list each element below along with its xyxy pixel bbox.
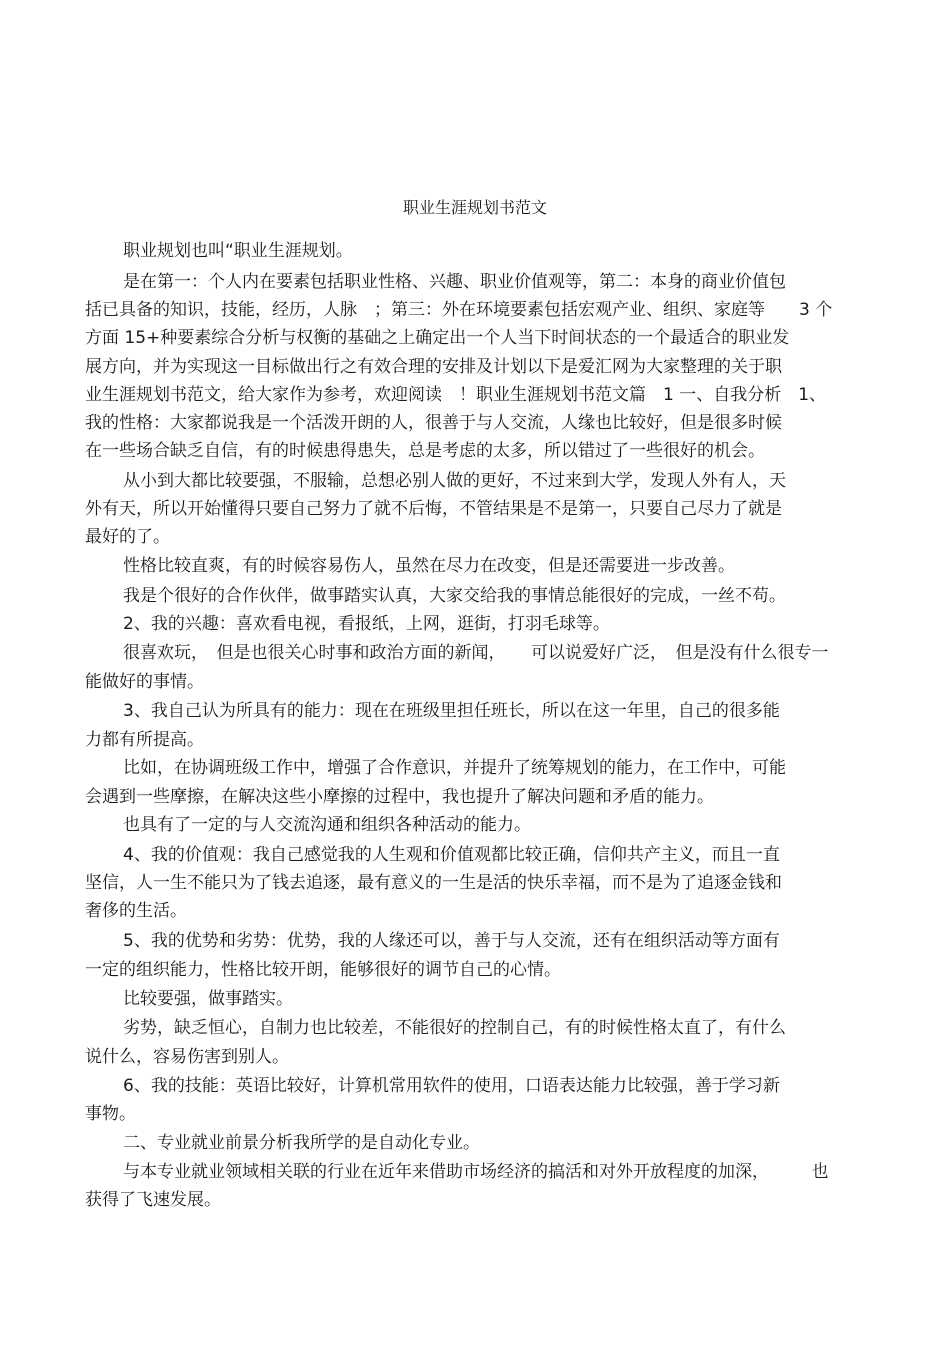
body-line: 奢侈的生活。 [85, 901, 187, 921]
body-line: 事物。 [85, 1104, 136, 1124]
body-line: 展方向，并为实现这一目标做出行之有效合理的安排及计划以下是爱汇网为大家整理的关于职 [85, 357, 782, 377]
body-line: 6、我的技能：英语比较好，计算机常用软件的使用，口语表达能力比较强，善于学习新 [123, 1076, 780, 1096]
body-line: 是在第一：个人内在要素包括职业性格、兴趣、职业价值观等，第二：本身的商业价值包 [123, 272, 786, 292]
body-line: 方面 15+种要素综合分析与权衡的基础之上确定出一个人当下时间状态的一个最适合的职业发 [85, 328, 790, 348]
body-line: 性格比较直爽，有的时候容易伤人，虽然在尽力在改变，但是还需要进一步改善。 [123, 556, 735, 576]
body-line: 劣势，缺乏恒心，自制力也比较差，不能很好的控制自己，有的时候性格太直了，有什么 [123, 1018, 786, 1038]
body-line: 外有天，所以开始懂得只要自己努力了就不后悔，不管结果是不是第一，只要自己尽力了就是 [85, 499, 782, 519]
body-line: 坚信，人一生不能只为了钱去追逐，最有意义的一生是活的快乐幸福，而不是为了追逐金钱和 [85, 873, 782, 893]
body-line: 从小到大都比较要强，不服输，总想必别人做的更好，不过来到大学，发现人外有人，天 [123, 471, 786, 491]
body-line: 业生涯规划书范文，给大家作为参考，欢迎阅读 ！职业生涯规划书范文篇 1 一、自我分析 1、 [85, 385, 827, 405]
body-line: 也具有了一定的与人交流沟通和组织各种活动的能力。 [123, 815, 531, 835]
body-line: 与本专业就业领域相关联的行业在近年来借助市场经济的搞活和对外开放程度的加深， 也 [123, 1162, 829, 1182]
body-line: 比较要强，做事踏实。 [123, 989, 293, 1009]
body-line: 获得了飞速发展。 [85, 1190, 221, 1210]
body-line: 2、我的兴趣：喜欢看电视，看报纸，上网，逛街，打羽毛球等。 [123, 614, 610, 634]
body-line: 能做好的事情。 [85, 672, 204, 692]
body-line: 职业规划也叫“职业生涯规划。 [123, 241, 353, 261]
body-line: 最好的了。 [85, 527, 170, 547]
body-line: 括已具备的知识，技能，经历，人脉 ；第三：外在环境要素包括宏观产业、组织、家庭等 3 个 [85, 300, 833, 320]
body-line: 我是个很好的合作伙伴，做事踏实认真，大家交给我的事情总能很好的完成，一丝不苟。 [123, 586, 786, 606]
document-title: 职业生涯规划书范文 [402, 198, 547, 217]
body-line: 一定的组织能力，性格比较开朗，能够很好的调节自己的心情。 [85, 960, 561, 980]
body-line: 会遇到一些摩擦，在解决这些小摩擦的过程中，我也提升了解决问题和矛盾的能力。 [85, 787, 714, 807]
body-line: 说什么，容易伤害到别人。 [85, 1047, 289, 1067]
body-line: 比如，在协调班级工作中，增强了合作意识，并提升了统筹规划的能力，在工作中，可能 [123, 758, 786, 778]
body-line: 3、我自己认为所具有的能力：现在在班级里担任班长，所以在这一年里，自己的很多能 [123, 701, 780, 721]
body-line: 很喜欢玩， 但是也很关心时事和政治方面的新闻， 可以说爱好广泛， 但是没有什么很专一 [123, 643, 829, 663]
body-line: 在一些场合缺乏自信，有的时候患得患失，总是考虑的太多，所以错过了一些很好的机会。 [85, 441, 765, 461]
body-line: 5、我的优势和劣势：优势，我的人缘还可以，善于与人交流，还有在组织活动等方面有 [123, 931, 780, 951]
body-line: 二、专业就业前景分析我所学的是自动化专业。 [123, 1133, 480, 1153]
body-line: 力都有所提高。 [85, 730, 204, 750]
body-line: 我的性格：大家都说我是一个活泼开朗的人，很善于与人交流，人缘也比较好，但是很多时候 [85, 413, 782, 433]
body-line: 4、我的价值观：我自己感觉我的人生观和价值观都比较正确，信仰共产主义，而且一直 [123, 845, 780, 865]
